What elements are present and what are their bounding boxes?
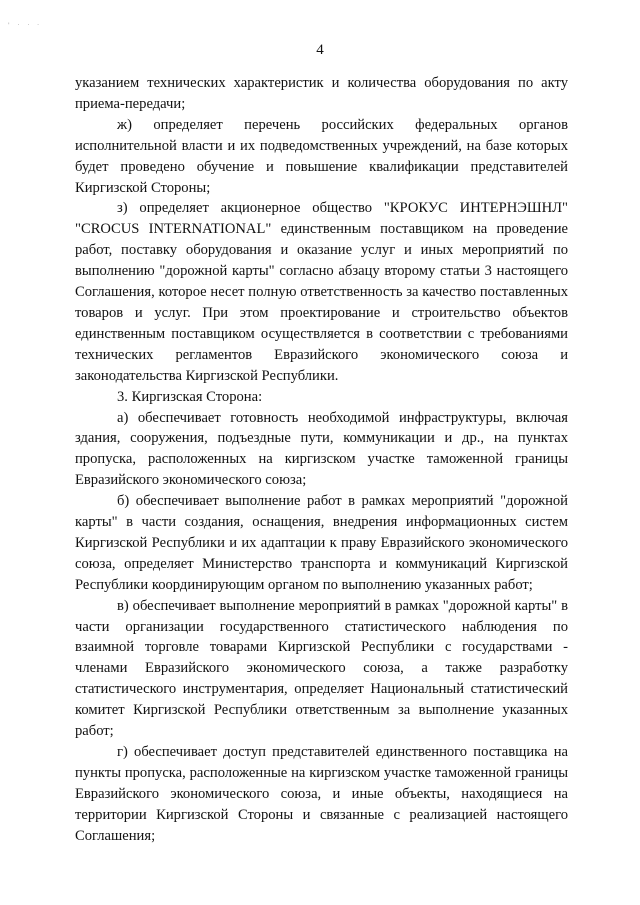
page-number: 4	[316, 42, 324, 58]
paragraph-item-v: в) обеспечивает выполнение мероприятий в рамках "дорожной карты" в части организации государственного статистического наблюдения по взаимной торговле товарами Киргизской Республики с государствами - членами Евразийского экономического союза, а также разработку статистического инструментария, определяет Национальный статистический комитет Киргизской Республики ответственным за выполнение указанных работ;	[75, 597, 568, 740]
paragraph-item-b: б) обеспечивает выполнение работ в рамках мероприятий "дорожной карты" в части создания, оснащения, внедрения информационных систем Киргизской Республики и их адаптации к праву Евразийского экономического союза, определяет Министерство транспорта и коммуникаций Киргизской Республики координирующим органом по выполнению указанных работ;	[75, 493, 568, 593]
document-body	[75, 73, 568, 847]
paragraph-continuation: указанием технических характеристик и количества оборудования по акту приема-передачи;	[75, 75, 568, 112]
paragraph-item-a: а) обеспечивает готовность необходимой инфраструктуры, включая здания, сооружения, подъездные пути, коммуникации и др., на пунктах пропуска, расположенных на киргизском участке таможенной границы Евразийского экономического союза;	[75, 409, 568, 489]
section-heading: 3. Киргизская Сторона:	[117, 388, 263, 405]
paragraph-item-zh: ж) определяет перечень российских федеральных органов исполнительной власти и их подведомственных учреждений, на базе которых будет проведено обучение и повышение квалификации представителей Киргизской Стороны;	[75, 116, 568, 196]
scan-marks: ' · · ·	[8, 22, 43, 29]
paragraph-item-z: з) определяет акционерное общество "КРОКУС ИНТЕРНЭШНЛ" "CROCUS INTERNATIONAL" единственным поставщиком на проведение работ, поставку оборудования и оказание услуг и иных мероприятий по выполнению "дорожной карты" согласно абзацу второму статьи 3 настоящего Соглашения, которое несет полную ответственность за качество поставленных товаров и услуг. При этом проектирование и строительство объектов единственным поставщиком осуществляется в соответствии с требованиями технических регламентов Евразийского экономического союза и законодательства Киргизской Республики.	[75, 200, 568, 384]
paragraph-item-g: г) обеспечивает доступ представителей единственного поставщика на пункты пропуска, расположенные на киргизском участке таможенной границы Евразийского экономического союза, и иные объекты, находящиеся на территории Киргизской Стороны и связанные с реализацией настоящего Соглашения;	[75, 744, 568, 844]
